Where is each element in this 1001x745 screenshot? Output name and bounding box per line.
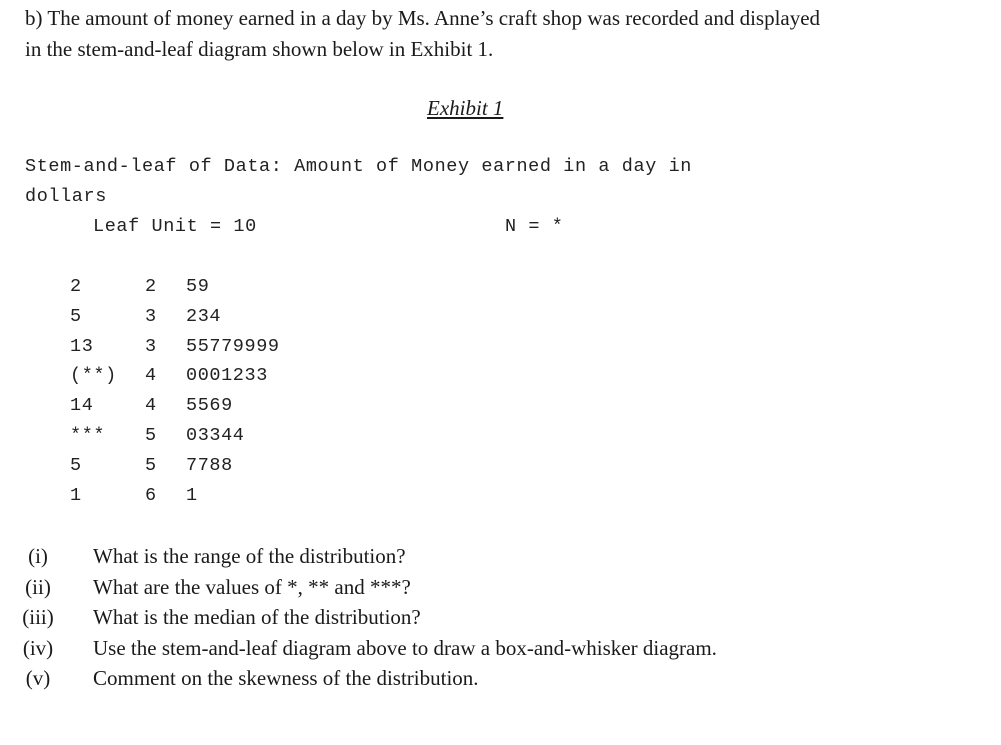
question-number: (i) (28, 544, 48, 568)
depth-value: 2 (70, 276, 82, 297)
depth-value: (**) (70, 365, 117, 387)
sample-size-label: N = * (505, 216, 564, 237)
stem-leaf-header-line-2: dollars (25, 186, 107, 207)
leaf-values: 7788 (186, 454, 233, 476)
stem-value: 4 (145, 395, 157, 417)
exhibit-title: Exhibit 1 (427, 96, 504, 120)
stem-value: 2 (145, 276, 157, 297)
depth-value: 5 (70, 454, 82, 476)
intro-line-2: in the stem-and-leaf diagram shown below in Exhibit 1. (25, 37, 494, 61)
question-number: (iv) (22, 635, 54, 660)
leaf-values: 5569 (186, 395, 233, 417)
leaf-values: 55779999 (186, 335, 280, 357)
depth-value: 13 (70, 335, 94, 357)
leaf-unit-label: Leaf Unit = 10 (93, 216, 257, 237)
depth-value: *** (70, 425, 106, 446)
question-number: (iii) (22, 605, 54, 629)
question-text: What are the values of *, ** and ***? (93, 574, 411, 599)
depth-value: 14 (70, 395, 94, 417)
question-text: Use the stem-and-leaf diagram above to draw a box-and-whisker diagram. (93, 635, 717, 660)
stem-value: 4 (145, 365, 157, 387)
question-text: What is the range of the distribution? (93, 544, 406, 568)
question-text: Comment on the skewness of the distribution. (93, 666, 479, 690)
question-number: (v) (25, 666, 51, 690)
depth-value: 5 (70, 305, 82, 327)
leaf-values: 234 (186, 305, 222, 327)
stem-value: 6 (145, 484, 157, 506)
leaf-values: 0001233 (186, 365, 268, 387)
depth-value: 1 (70, 484, 82, 506)
stem-value: 5 (145, 454, 157, 476)
leaf-values: 03344 (186, 425, 245, 446)
stem-leaf-header-line-1: Stem-and-leaf of Data: Amount of Money earned in a day in (25, 156, 693, 177)
stem-value: 3 (145, 335, 157, 357)
intro-line-1: b) The amount of money earned in a day by Ms. Anne’s craft shop was recorded and displayed (25, 6, 821, 30)
stem-value: 5 (145, 425, 157, 446)
leaf-values: 1 (186, 484, 198, 506)
question-number: (ii) (25, 574, 51, 599)
leaf-values: 59 (186, 276, 210, 297)
stem-value: 3 (145, 305, 157, 327)
question-text: What is the median of the distribution? (93, 605, 421, 629)
